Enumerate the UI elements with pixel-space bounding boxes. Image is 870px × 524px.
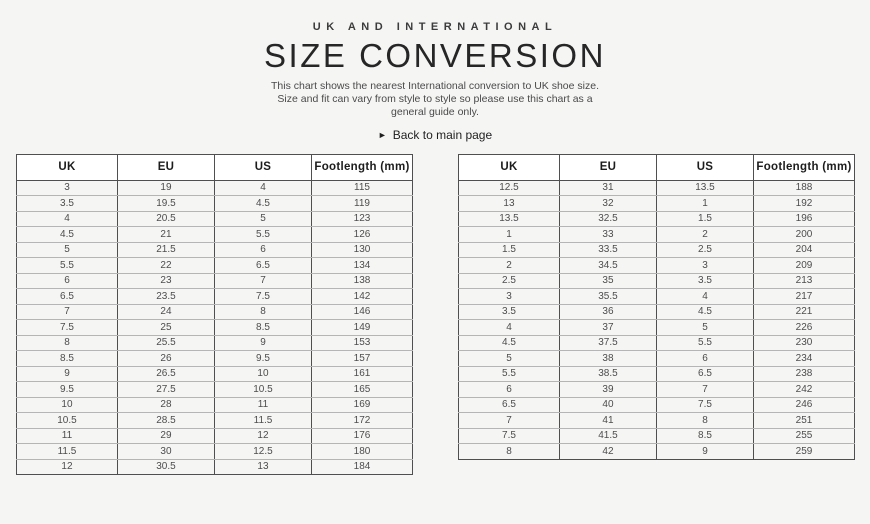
- table-cell: 9: [656, 444, 753, 460]
- table-cell: 4.5: [459, 335, 560, 351]
- table-cell: 5: [656, 320, 753, 336]
- table-cell: 3.5: [17, 196, 118, 212]
- table-row: [17, 273, 413, 289]
- description-line: general guide only.: [391, 106, 479, 118]
- table-cell: 2: [459, 258, 560, 274]
- size-table-left: [16, 154, 413, 476]
- table-cell: 146: [312, 304, 413, 320]
- table-row: [17, 180, 413, 196]
- table-cell: 29: [117, 428, 214, 444]
- table-row: [17, 397, 413, 413]
- table-row: [17, 196, 413, 212]
- table-cell: 13.5: [459, 211, 560, 227]
- table-row: [17, 304, 413, 320]
- table-cell: 157: [312, 351, 413, 367]
- table-cell: 36: [559, 304, 656, 320]
- table-cell: 123: [312, 211, 413, 227]
- table-cell: 4: [17, 211, 118, 227]
- table-cell: 27.5: [117, 382, 214, 398]
- table-cell: 41.5: [559, 428, 656, 444]
- table-cell: 6: [459, 382, 560, 398]
- table-cell: 3.5: [459, 304, 560, 320]
- table-cell: 37.5: [559, 335, 656, 351]
- table-cell: 7.5: [214, 289, 311, 305]
- table-cell: 204: [754, 242, 855, 258]
- table-cell: 39: [559, 382, 656, 398]
- table-cell: 28.5: [117, 413, 214, 429]
- table-cell: 23.5: [117, 289, 214, 305]
- table-cell: 5: [214, 211, 311, 227]
- table-cell: 1: [459, 227, 560, 243]
- table-cell: 32: [559, 196, 656, 212]
- table-cell: 8.5: [214, 320, 311, 336]
- table-cell: 11: [17, 428, 118, 444]
- table-cell: 5: [459, 351, 560, 367]
- table-cell: 196: [754, 211, 855, 227]
- table-cell: 169: [312, 397, 413, 413]
- table-cell: 259: [754, 444, 855, 460]
- arrow-right-icon: ►: [377, 129, 387, 140]
- table-row: [17, 351, 413, 367]
- size-table-right: [458, 154, 855, 460]
- table-cell: 12: [17, 459, 118, 475]
- table-cell: 7: [214, 273, 311, 289]
- table-row: [459, 227, 855, 243]
- table-cell: 38.5: [559, 366, 656, 382]
- table-cell: 7: [656, 382, 753, 398]
- table-cell: 7.5: [459, 428, 560, 444]
- table-row: [459, 211, 855, 227]
- table-row: [17, 258, 413, 274]
- table-row: [459, 258, 855, 274]
- table-cell: 35.5: [559, 289, 656, 305]
- column-header: UK: [17, 154, 118, 180]
- table-cell: 6.5: [214, 258, 311, 274]
- table-cell: 221: [754, 304, 855, 320]
- table-cell: 34.5: [559, 258, 656, 274]
- table-cell: 149: [312, 320, 413, 336]
- table-cell: 9: [17, 366, 118, 382]
- table-cell: 6.5: [656, 366, 753, 382]
- table-cell: 3: [459, 289, 560, 305]
- table-cell: 5: [17, 242, 118, 258]
- table-cell: 246: [754, 397, 855, 413]
- table-row: [459, 196, 855, 212]
- table-row: [459, 444, 855, 460]
- header-row: [17, 154, 413, 180]
- table-row: [17, 459, 413, 475]
- table-cell: 42: [559, 444, 656, 460]
- table-row: [17, 335, 413, 351]
- table-cell: 31: [559, 180, 656, 196]
- table-cell: 3.5: [656, 273, 753, 289]
- table-cell: 1.5: [459, 242, 560, 258]
- table-cell: 9.5: [214, 351, 311, 367]
- table-cell: 33.5: [559, 242, 656, 258]
- table-row: [17, 382, 413, 398]
- table-cell: 25: [117, 320, 214, 336]
- table-cell: 8.5: [656, 428, 753, 444]
- table-cell: 130: [312, 242, 413, 258]
- table-row: [17, 366, 413, 382]
- description-line: Size and fit can vary from style to style so please use this chart as a: [277, 93, 593, 105]
- table-row: [17, 211, 413, 227]
- table-row: [17, 444, 413, 460]
- table-cell: 6.5: [459, 397, 560, 413]
- table-cell: 40: [559, 397, 656, 413]
- table-cell: 26: [117, 351, 214, 367]
- table-cell: 35: [559, 273, 656, 289]
- table-cell: 19: [117, 180, 214, 196]
- table-row: [459, 397, 855, 413]
- table-cell: 8: [17, 335, 118, 351]
- description: [0, 80, 870, 119]
- table-cell: 7: [459, 413, 560, 429]
- table-cell: 12.5: [214, 444, 311, 460]
- table-cell: 12.5: [459, 180, 560, 196]
- table-cell: 10.5: [214, 382, 311, 398]
- page-title: SIZE CONVERSION: [264, 37, 606, 74]
- table-cell: 161: [312, 366, 413, 382]
- table-row: [459, 335, 855, 351]
- table-cell: 25.5: [117, 335, 214, 351]
- table-cell: 13: [214, 459, 311, 475]
- table-row: [17, 413, 413, 429]
- table-cell: 5.5: [214, 227, 311, 243]
- table-cell: 153: [312, 335, 413, 351]
- table-cell: 1.5: [656, 211, 753, 227]
- table-cell: 10: [17, 397, 118, 413]
- table-cell: 2.5: [459, 273, 560, 289]
- description-line: This chart shows the nearest International conversion to UK shoe size.: [270, 80, 599, 92]
- table-row: [459, 273, 855, 289]
- table-cell: 20.5: [117, 211, 214, 227]
- table-cell: 200: [754, 227, 855, 243]
- table-cell: 28: [117, 397, 214, 413]
- table-cell: 238: [754, 366, 855, 382]
- table-cell: 142: [312, 289, 413, 305]
- back-to-main-link[interactable]: [378, 128, 492, 142]
- table-cell: 37: [559, 320, 656, 336]
- table-cell: 180: [312, 444, 413, 460]
- table-cell: 30: [117, 444, 214, 460]
- table-row: [459, 428, 855, 444]
- table-cell: 21.5: [117, 242, 214, 258]
- table-row: [459, 289, 855, 305]
- table-cell: 13: [459, 196, 560, 212]
- table-cell: 33: [559, 227, 656, 243]
- column-header: UK: [459, 154, 560, 180]
- table-cell: 8: [214, 304, 311, 320]
- table-cell: 251: [754, 413, 855, 429]
- table-cell: 7: [17, 304, 118, 320]
- column-header: US: [214, 154, 311, 180]
- table-cell: 4.5: [17, 227, 118, 243]
- table-row: [459, 382, 855, 398]
- table-cell: 226: [754, 320, 855, 336]
- table-cell: 23: [117, 273, 214, 289]
- table-cell: 184: [312, 459, 413, 475]
- table-cell: 10: [214, 366, 311, 382]
- page-header: [0, 0, 870, 143]
- table-row: [459, 320, 855, 336]
- table-cell: 32.5: [559, 211, 656, 227]
- table-cell: 217: [754, 289, 855, 305]
- table-cell: 30.5: [117, 459, 214, 475]
- table-cell: 13.5: [656, 180, 753, 196]
- table-cell: 2.5: [656, 242, 753, 258]
- header-row: [459, 154, 855, 180]
- table-cell: 4: [214, 180, 311, 196]
- table-cell: 21: [117, 227, 214, 243]
- table-cell: 4.5: [214, 196, 311, 212]
- table-row: [17, 428, 413, 444]
- table-row: [459, 413, 855, 429]
- table-cell: 5.5: [656, 335, 753, 351]
- table-cell: 6: [214, 242, 311, 258]
- column-header: US: [656, 154, 753, 180]
- table-cell: 5.5: [17, 258, 118, 274]
- table-cell: 26.5: [117, 366, 214, 382]
- table-row: [17, 242, 413, 258]
- table-cell: 9.5: [17, 382, 118, 398]
- table-cell: 176: [312, 428, 413, 444]
- column-header: EU: [559, 154, 656, 180]
- table-row: [459, 304, 855, 320]
- table-cell: 12: [214, 428, 311, 444]
- table-row: [459, 242, 855, 258]
- table-row: [17, 227, 413, 243]
- tables-container: [0, 154, 870, 476]
- table-cell: 9: [214, 335, 311, 351]
- table-cell: 213: [754, 273, 855, 289]
- table-cell: 242: [754, 382, 855, 398]
- table-row: [459, 351, 855, 367]
- table-cell: 11.5: [17, 444, 118, 460]
- table-row: [17, 289, 413, 305]
- table-cell: 234: [754, 351, 855, 367]
- table-cell: 41: [559, 413, 656, 429]
- column-header: Footlength (mm): [312, 154, 413, 180]
- table-cell: 10.5: [17, 413, 118, 429]
- table-cell: 2: [656, 227, 753, 243]
- table-cell: 5.5: [459, 366, 560, 382]
- table-cell: 165: [312, 382, 413, 398]
- table-cell: 3: [656, 258, 753, 274]
- table-cell: 188: [754, 180, 855, 196]
- table-cell: 209: [754, 258, 855, 274]
- table-row: [17, 320, 413, 336]
- table-row: [459, 366, 855, 382]
- eyebrow-text: UK AND INTERNATIONAL: [312, 21, 558, 33]
- table-cell: 24: [117, 304, 214, 320]
- table-cell: 126: [312, 227, 413, 243]
- column-header: Footlength (mm): [754, 154, 855, 180]
- table-cell: 8: [459, 444, 560, 460]
- table-cell: 134: [312, 258, 413, 274]
- column-header: EU: [117, 154, 214, 180]
- table-cell: 8: [656, 413, 753, 429]
- table-cell: 138: [312, 273, 413, 289]
- table-cell: 8.5: [17, 351, 118, 367]
- table-cell: 19.5: [117, 196, 214, 212]
- table-cell: 6.5: [17, 289, 118, 305]
- table-cell: 6: [656, 351, 753, 367]
- table-cell: 7.5: [17, 320, 118, 336]
- table-cell: 115: [312, 180, 413, 196]
- table-cell: 22: [117, 258, 214, 274]
- table-cell: 7.5: [656, 397, 753, 413]
- table-cell: 192: [754, 196, 855, 212]
- table-cell: 119: [312, 196, 413, 212]
- table-cell: 6: [17, 273, 118, 289]
- table-cell: 230: [754, 335, 855, 351]
- table-cell: 11: [214, 397, 311, 413]
- table-cell: 38: [559, 351, 656, 367]
- table-cell: 11.5: [214, 413, 311, 429]
- table-cell: 4: [459, 320, 560, 336]
- table-cell: 172: [312, 413, 413, 429]
- back-link-label: Back to main page: [392, 128, 493, 142]
- table-row: [459, 180, 855, 196]
- table-cell: 4: [656, 289, 753, 305]
- table-cell: 255: [754, 428, 855, 444]
- table-cell: 1: [656, 196, 753, 212]
- table-cell: 4.5: [656, 304, 753, 320]
- table-cell: 3: [17, 180, 118, 196]
